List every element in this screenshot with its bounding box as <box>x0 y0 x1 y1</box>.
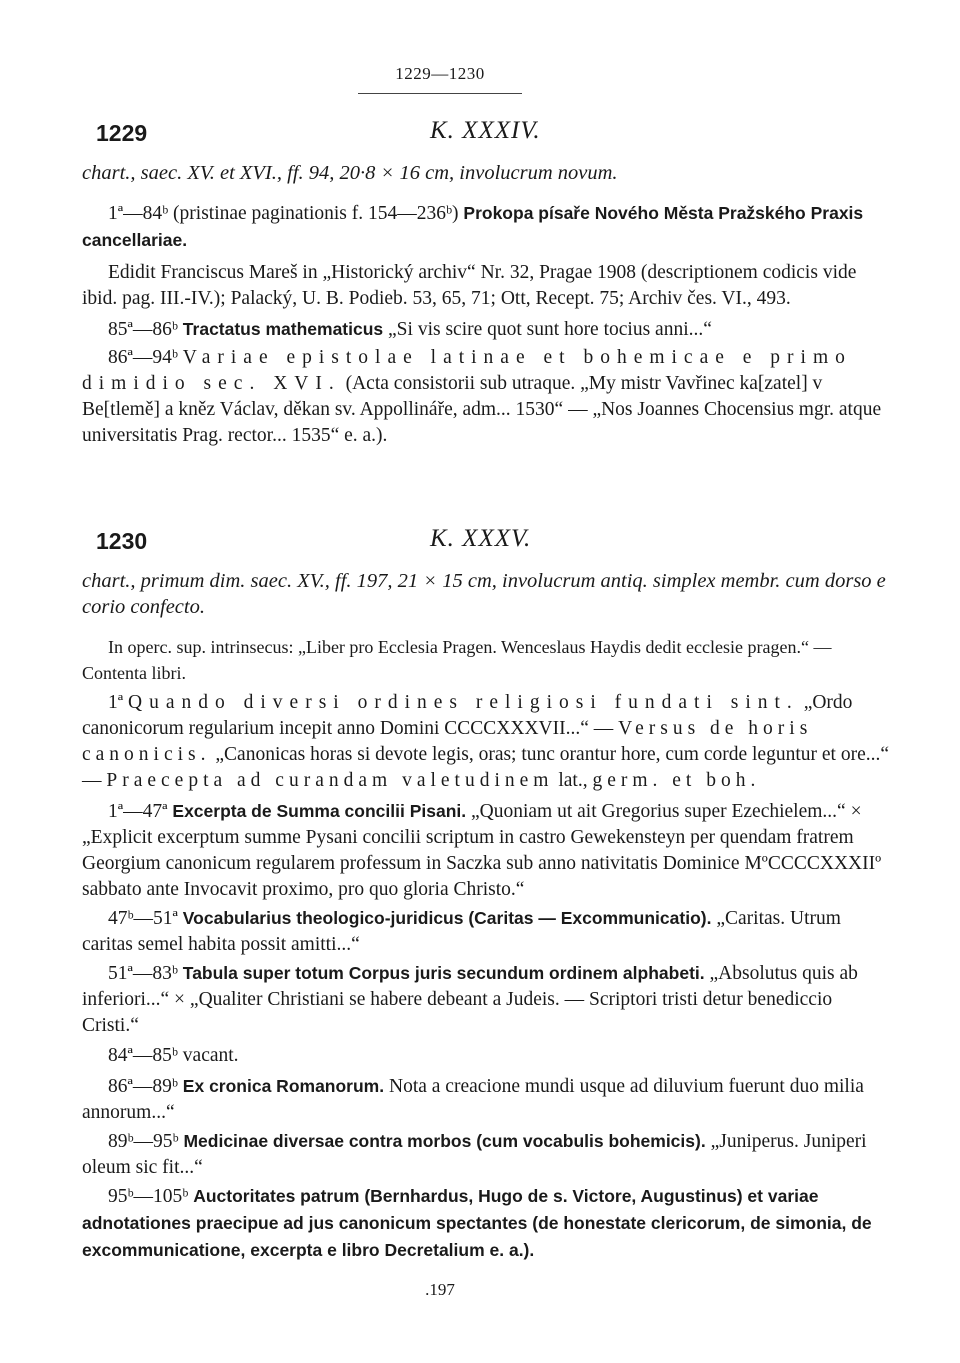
content-item <box>82 1183 890 1264</box>
folio-range: 84ª—85ᵇ <box>108 1045 178 1066</box>
content-item <box>82 690 890 794</box>
entry-1230 <box>82 524 890 1264</box>
item-title-spaced: Variae epistolae latinae et bohemicae e primo dimidio sec. XVI. <box>82 347 852 394</box>
item-title: Prokopa písaře Nového Města Pražského Praxis cancellariae. <box>82 203 864 250</box>
folio-range: 86ª—89ᵇ <box>108 1076 178 1097</box>
incipit: (Acta consistorii sub utraque. „My mistr Vavřinec ka[zatel] v Be[tlemě] a kněz Václav, děkan sv. Appollináře, adm... 1530“ — „Nos Joannes Chocensius mgr. atque universitatis Prag. rector... 1535“ e. a.). <box>82 373 882 446</box>
incipit: „Juniperus. Juniperi oleum sic fit...“ <box>82 1131 867 1178</box>
item-title: Auctoritates patrum (Bernhardus, Hugo de s. Victore, Augustinus) et variae adnotationes praecipue ad jus canonicum spectantes (de honestate clericorum, de simonia, de excommunicatione, excerpta e libro Decretalium e. a.). <box>82 1186 872 1260</box>
item-title: Excerpta de Summa concilii Pisani. <box>172 801 467 821</box>
content-item <box>82 200 890 254</box>
folio-note: (pristinae paginationis f. 154—236ᵇ) <box>168 203 464 224</box>
item-title-spaced: Quando diversi ordines religiosi fundati sint. <box>128 692 799 713</box>
content-item <box>82 1128 890 1181</box>
content-item <box>82 960 890 1039</box>
folio-range: 85ª—86ᵇ <box>108 319 178 340</box>
edition-note: Edidit Franciscus Mareš in „Historický archiv“ Nr. 32, Pragae 1908 (descriptionem codicis vide ibid. pag. III.-IV.); Palacký, U. B. Podieb. 53, 65, 71; Ott, Recept. 75; Archiv čes. VI., 493. <box>82 262 857 309</box>
entry-number: 1229 <box>96 120 148 146</box>
page-number: .197 <box>425 1280 455 1299</box>
shelf-signature: K. XXXV. <box>430 525 532 552</box>
entry-header <box>82 524 890 564</box>
folio-range: 1ª—47ª <box>108 801 168 822</box>
item-title-spaced: Versus de horis canonicis. <box>82 718 813 765</box>
incipit: „Canonicas horas si devote legis, oras; tunc orantur hore, cum corde leguntur et ore...“ — <box>82 744 889 791</box>
content-item <box>82 798 890 903</box>
content-item <box>82 1043 890 1069</box>
content-item <box>82 316 890 343</box>
item-title: Tractatus mathematicus <box>182 319 384 339</box>
incipit: „Absolutus quis ab inferiori...“ × „Qualiter Christiani se habere debeant a Judeis. — Scriptori tristi detur benediccio Cristi.“ <box>82 963 858 1036</box>
codex-description: chart., primum dim. saec. XV., ff. 197, 21 × 15 cm, involucrum antiq. simplex membr. cum dorso e corio confecto. <box>82 570 886 618</box>
item-title-spaced: germ. et boh. <box>592 770 761 791</box>
running-head: 1229—1230 <box>395 64 485 83</box>
folio-range: 1ª—84ᵇ <box>108 203 169 224</box>
incipit: Nota a creacione mundi usque ad diluvium fuerunt duo milia annorum...“ <box>82 1076 864 1123</box>
codex-description: chart., saec. XV. et XVI., ff. 94, 20·8 × 16 cm, involucrum novum. <box>82 162 618 184</box>
incipit: „Si vis scire quot sunt hore tocius anni...“ <box>383 319 712 340</box>
incipit: „Quoniam ut ait Gregorius super Ezechielem...“ × „Explicit excerptum summe Pysani concilii scriptum in castro Gewekensteyn per quendam fratrem Georgium canonicum regularem professum in Saczka sub anno nativitatis Dominice MºCCCCXXXIIº sabbato ante Invocavit proximo, pro quo gloria Christo.“ <box>82 801 882 900</box>
entry-number: 1230 <box>96 528 148 554</box>
content-item <box>82 1073 890 1126</box>
header-rule <box>358 93 522 94</box>
incipit: „Caritas. Utrum caritas semel habita possit amitti...“ <box>82 908 841 955</box>
item-title-spaced: Praecepta ad curandam valetudinem <box>106 770 554 791</box>
folio-range: 47ᵇ—51ª <box>108 908 178 929</box>
incipit: lat., <box>553 770 593 791</box>
item-title: Vocabularius theologico-juridicus (Caritas — Excommunicatio). <box>182 908 712 928</box>
folio-range: 89ᵇ—95ᵇ <box>108 1131 179 1152</box>
content-item <box>82 905 890 958</box>
entry-header <box>82 116 890 156</box>
cover-note: In operc. sup. intrinsecus: „Liber pro Ecclesia Pragen. Wenceslaus Haydis dedit ecclesie pragen.“ — Contenta libri. <box>82 637 832 683</box>
item-title: Ex cronica Romanorum. <box>182 1076 385 1096</box>
incipit: „Ordo canonicorum regularium incepit anno Domini CCCCXXXVII...“ — <box>82 692 853 739</box>
item-title: Tabula super totum Corpus juris secundum ordinem alphabeti. <box>182 963 705 983</box>
folio-range: 95ᵇ—105ᵇ <box>108 1186 189 1207</box>
folio-range: 51ª—83ᵇ <box>108 963 178 984</box>
folio-range: 86ª—94ᵇ <box>108 347 178 368</box>
incipit: vacant. <box>182 1045 239 1066</box>
item-title: Medicinae diversae contra morbos (cum vocabulis bohemicis). <box>183 1131 706 1151</box>
shelf-signature: K. XXXIV. <box>430 117 541 144</box>
entry-1229 <box>82 116 890 449</box>
folio-range: 1ª <box>108 692 124 713</box>
content-item <box>82 345 890 449</box>
